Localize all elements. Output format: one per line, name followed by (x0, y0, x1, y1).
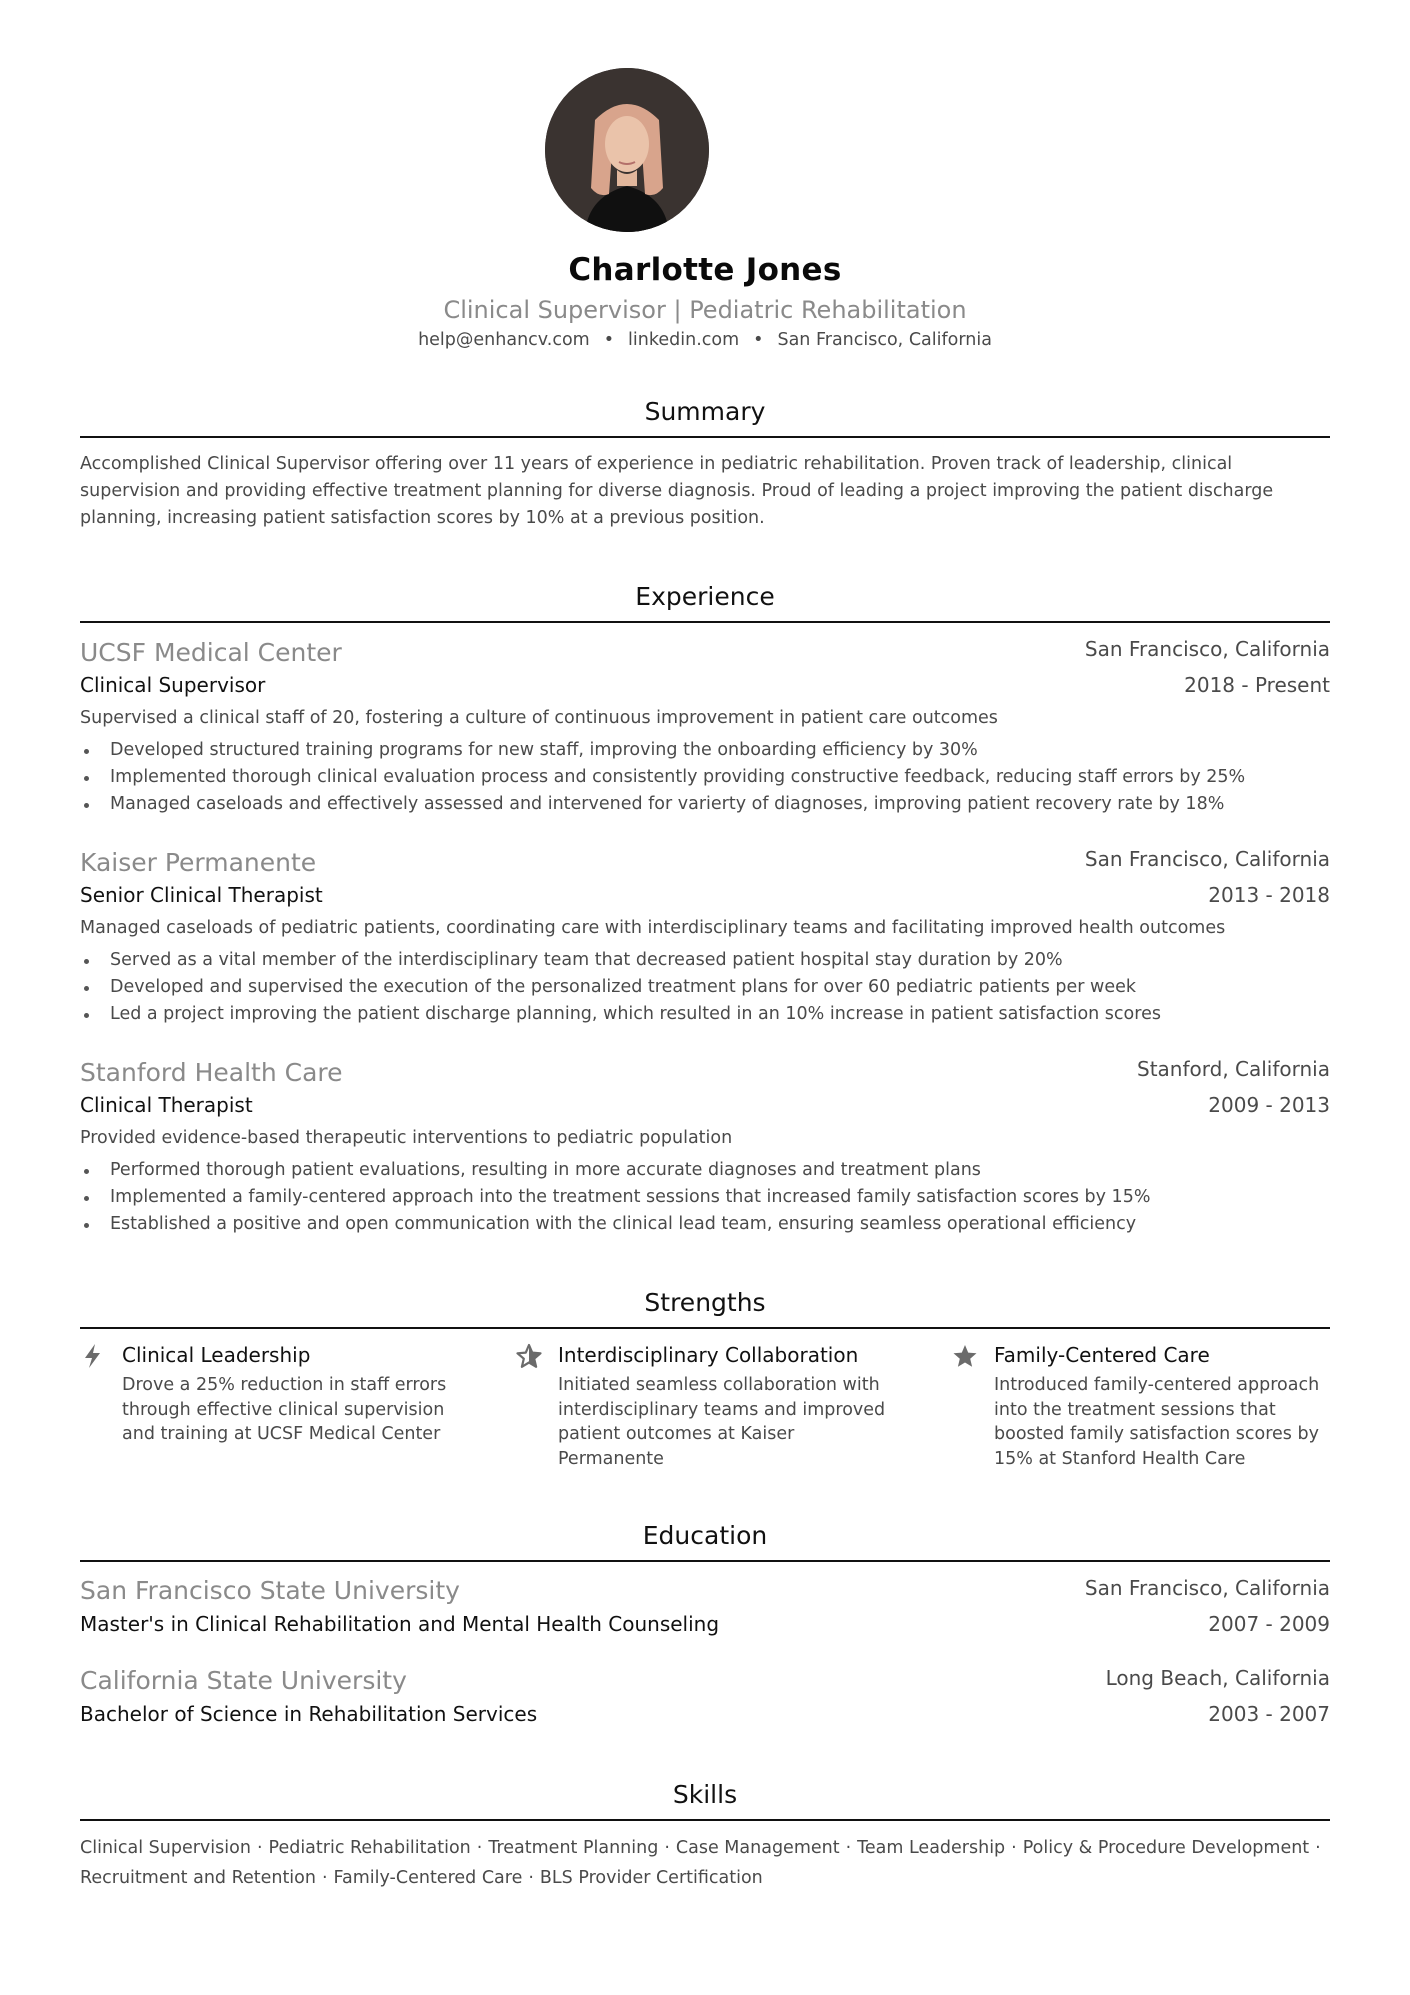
strength-description: Introduced family-centered approach into the treatment sessions that boosted family satisfaction scores by 15% at Stanford Health Care (994, 1375, 1320, 1469)
company-name: Stanford Health Care (80, 1058, 343, 1087)
degree: Bachelor of Science in Rehabilitation Services (80, 1702, 538, 1726)
job-bullets (80, 947, 1330, 1028)
degree: Master's in Clinical Rehabilitation and Mental Health Counseling (80, 1612, 720, 1636)
section-title-skills: Skills (672, 1780, 738, 1809)
job-dates: 2009 - 2013 (1208, 1093, 1330, 1117)
separator-dot: · (845, 1838, 852, 1858)
education-dates: 2007 - 2009 (1208, 1612, 1330, 1636)
job-role: Clinical Therapist (80, 1093, 253, 1117)
list-item: Implemented a family-centered approach into the treatment sessions that increased family satisfaction scores by 15% (80, 1184, 1330, 1211)
star-filled-icon (952, 1343, 978, 1369)
list-item: Led a project improving the patient discharge planning, which resulted in an 10% increase in patient satisfaction scores (80, 1001, 1330, 1028)
skill-tag: Family-Centered Care (333, 1868, 523, 1888)
job-dates: 2018 - Present (1184, 673, 1330, 697)
separator-dot: • (603, 330, 615, 350)
star-outline-icon (516, 1343, 542, 1369)
company-name: Kaiser Permanente (80, 848, 317, 877)
list-item: Performed thorough patient evaluations, resulting in more accurate diagnoses and treatment plans (80, 1157, 1330, 1184)
school-name: California State University (80, 1666, 407, 1695)
section-title-education: Education (642, 1521, 768, 1550)
location-text: San Francisco, California (777, 330, 992, 350)
job-description: Provided evidence-based therapeutic interventions to pediatric population (80, 1128, 733, 1148)
lightning-bolt-icon (80, 1343, 106, 1369)
skill-tag: Recruitment and Retention (80, 1868, 316, 1888)
section-divider (80, 1560, 1330, 1562)
separator-dot: · (1011, 1838, 1017, 1858)
skill-tag: Team Leadership (857, 1838, 1006, 1858)
list-item: Managed caseloads and effectively assessed and intervened for varierty of diagnoses, improving patient recovery rate by 18% (80, 791, 1330, 818)
section-title-summary: Summary (644, 397, 766, 426)
section-divider (80, 621, 1330, 623)
job-location: Stanford, California (1137, 1057, 1330, 1081)
job-description: Managed caseloads of pediatric patients, coordinating care with interdisciplinary teams and facilitating improved health outcomes (80, 918, 1226, 938)
candidate-title: Clinical Supervisor | Pediatric Rehabilitation (443, 296, 967, 324)
skill-tag: Case Management (675, 1838, 840, 1858)
list-item: Served as a vital member of the interdisciplinary team that decreased patient hospital stay duration by 20% (80, 947, 1330, 974)
section-divider (80, 1327, 1330, 1329)
job-dates: 2013 - 2018 (1208, 883, 1330, 907)
separator-dot: • (753, 330, 764, 350)
job-role: Senior Clinical Therapist (80, 883, 323, 907)
skill-tag: Clinical Supervision (80, 1838, 251, 1858)
job-location: San Francisco, California (1084, 637, 1330, 661)
separator-dot: · (256, 1838, 263, 1858)
education-dates: 2003 - 2007 (1208, 1702, 1330, 1726)
list-item: Implemented thorough clinical evaluation process and consistently providing constructive feedback, reducing staff errors by 25% (80, 764, 1330, 791)
job-bullets (80, 1157, 1330, 1238)
strength-title: Family-Centered Care (994, 1343, 1210, 1367)
summary-text: Accomplished Clinical Supervisor offering over 11 years of experience in pediatric rehabilitation. Proven track of leadership, clinical supervision and providing effective treatment planning for diverse diagnosis. Proud of leading a project improving the patient discharge planning, increasing patient satisfaction scores by 10% at a previous position. (80, 454, 1274, 528)
strength-description: Drove a 25% reduction in staff errors through effective clinical supervision and training at UCSF Medical Center (122, 1375, 447, 1444)
job-bullets (80, 737, 1330, 818)
separator-dot: · (1315, 1838, 1321, 1858)
strength-title: Interdisciplinary Collaboration (558, 1343, 859, 1367)
separator-dot: · (664, 1838, 670, 1858)
list-item: Developed and supervised the execution of the personalized treatment plans for over 60 pediatric patients per week (80, 974, 1330, 1001)
job-location: San Francisco, California (1084, 847, 1330, 871)
linkedin-link[interactable]: linkedin.com (628, 330, 740, 350)
list-item: Developed structured training programs for new staff, improving the onboarding efficiency by 30% (80, 737, 1330, 764)
separator-dot: · (528, 1868, 534, 1888)
contact-line (80, 330, 1330, 350)
job-description: Supervised a clinical staff of 20, fostering a culture of continuous improvement in patient care outcomes (80, 708, 998, 728)
skill-tag: Pediatric Rehabilitation (268, 1838, 471, 1858)
email-link[interactable]: help@enhancv.com (418, 330, 590, 350)
profile-photo (545, 68, 709, 232)
section-divider (80, 1819, 1330, 1821)
job-role: Clinical Supervisor (80, 673, 266, 697)
candidate-name: Charlotte Jones (568, 252, 842, 288)
school-location: San Francisco, California (1084, 1576, 1330, 1600)
section-divider (80, 436, 1330, 438)
school-location: Long Beach, California (1105, 1666, 1330, 1690)
company-name: UCSF Medical Center (80, 638, 342, 667)
separator-dot: · (476, 1838, 483, 1858)
strength-title: Clinical Leadership (122, 1343, 311, 1367)
avatar (545, 68, 709, 232)
separator-dot: · (321, 1868, 328, 1888)
section-title-experience: Experience (635, 582, 775, 611)
section-title-strengths: Strengths (644, 1288, 766, 1317)
skills-list (80, 1833, 1330, 1893)
skill-tag: BLS Provider Certification (539, 1868, 763, 1888)
skill-tag: Policy & Procedure Development (1022, 1838, 1310, 1858)
skill-tag: Treatment Planning (488, 1838, 659, 1858)
school-name: San Francisco State University (80, 1576, 460, 1605)
strength-description: Initiated seamless collaboration with interdisciplinary teams and improved patient outcomes at Kaiser Permanente (558, 1375, 886, 1469)
list-item: Established a positive and open communication with the clinical lead team, ensuring seamless operational efficiency (80, 1211, 1330, 1238)
